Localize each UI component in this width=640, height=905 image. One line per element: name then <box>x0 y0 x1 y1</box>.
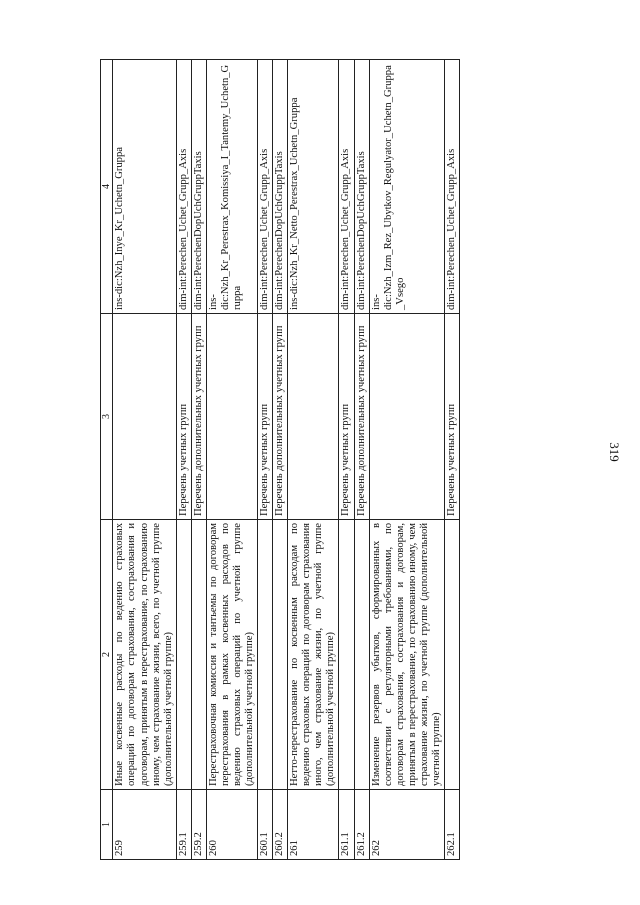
row-taxonomy-code: dim-int:PerechenDopUchGruppTaxis <box>354 60 369 314</box>
row-description <box>444 520 459 790</box>
row-taxonomy-code: ins-dic:Nzh_Inye_Kr_Uchetn_Gruppa <box>113 60 176 314</box>
table-row <box>206 60 257 860</box>
row-list-name: Перечень дополнительных учетных групп <box>191 314 206 520</box>
taxonomy-table <box>100 59 460 860</box>
table-row <box>444 60 459 860</box>
row-list-name: Перечень учетных групп <box>339 314 354 520</box>
row-description: Иные косвенные расходы по ведению страховых операций по договорам страхования, сострахования и договорам, принятым в перестрахование, по страхованию иному, чем страхование жизни, всего, по учетной группе (дополнительной учетной группе) <box>113 520 176 790</box>
row-description: Изменение резервов убытков, сформированных в соответствии с регуляторными требованиями, по договорам страхования, сострахования и договорам, принятым в перестрахование, по страхованию иному, чем страхование жизни, по учетной группе (дополнительной учетной группе) <box>369 520 444 790</box>
row-taxonomy-code: dim-int:PerechenDopUchGruppTaxis <box>273 60 288 314</box>
row-number: 260.1 <box>258 790 273 860</box>
table-row <box>113 60 176 860</box>
row-number: 262 <box>369 790 444 860</box>
row-description <box>176 520 191 790</box>
row-taxonomy-code: ins-dic:Nzh_Izm_Rez_Ubytkov_Regulyator_Uchetn_Gruppa_Vsego <box>369 60 444 314</box>
rotated-table-container <box>100 60 580 860</box>
row-number: 261 <box>288 790 339 860</box>
page-number: 319 <box>607 442 622 462</box>
table-row <box>258 60 273 860</box>
row-number: 259.2 <box>191 790 206 860</box>
row-taxonomy-code: ins-dic:Nzh_Kr_Netto_Perestrax_Uchetn_Gruppa <box>288 60 339 314</box>
row-taxonomy-code: dim-int:Perechen_Uchet_Grupp_Axis <box>176 60 191 314</box>
row-description <box>258 520 273 790</box>
row-description <box>191 520 206 790</box>
table-row <box>191 60 206 860</box>
row-list-name <box>369 314 444 520</box>
row-number: 262.1 <box>444 790 459 860</box>
row-description <box>273 520 288 790</box>
row-list-name <box>288 314 339 520</box>
row-list-name: Перечень дополнительных учетных групп <box>273 314 288 520</box>
row-taxonomy-code: ins-dic:Nzh_Kr_Perestrax_Komissiya_I_Tantemy_Uchetn_Gruppa <box>206 60 257 314</box>
header-cell: 2 <box>101 520 113 790</box>
row-taxonomy-code: dim-int:PerechenDopUchGruppTaxis <box>191 60 206 314</box>
row-list-name: Перечень учетных групп <box>176 314 191 520</box>
row-number: 261.1 <box>339 790 354 860</box>
row-taxonomy-code: dim-int:Perechen_Uchet_Grupp_Axis <box>258 60 273 314</box>
row-list-name <box>206 314 257 520</box>
row-taxonomy-code: dim-int:Perechen_Uchet_Grupp_Axis <box>339 60 354 314</box>
row-description: Перестраховочная комиссия и тантьемы по договорам перестрахования в рамках косвенных расходов по ведению страховых операций по учетной группе (дополнительной учетной группе) <box>206 520 257 790</box>
row-list-name: Перечень учетных групп <box>444 314 459 520</box>
table-row <box>273 60 288 860</box>
row-description <box>339 520 354 790</box>
row-number: 259 <box>113 790 176 860</box>
row-number: 260 <box>206 790 257 860</box>
table-row <box>288 60 339 860</box>
row-number: 260.2 <box>273 790 288 860</box>
table-row <box>369 60 444 860</box>
row-description <box>354 520 369 790</box>
table-row <box>176 60 191 860</box>
header-cell: 3 <box>101 314 113 520</box>
table-row <box>339 60 354 860</box>
row-list-name: Перечень дополнительных учетных групп <box>354 314 369 520</box>
table-header-row <box>101 60 113 860</box>
header-cell: 1 <box>101 790 113 860</box>
row-number: 261.2 <box>354 790 369 860</box>
row-taxonomy-code: dim-int:Perechen_Uchet_Grupp_Axis <box>444 60 459 314</box>
table-row <box>354 60 369 860</box>
row-number: 259.1 <box>176 790 191 860</box>
row-list-name: Перечень учетных групп <box>258 314 273 520</box>
row-description: Нетто-перестрахование по косвенным расходам по ведению страховых операций по договорам страхования иного, чем страхование жизни, по учетной группе (дополнительной учетной группе) <box>288 520 339 790</box>
header-cell: 4 <box>101 60 113 314</box>
row-list-name <box>113 314 176 520</box>
